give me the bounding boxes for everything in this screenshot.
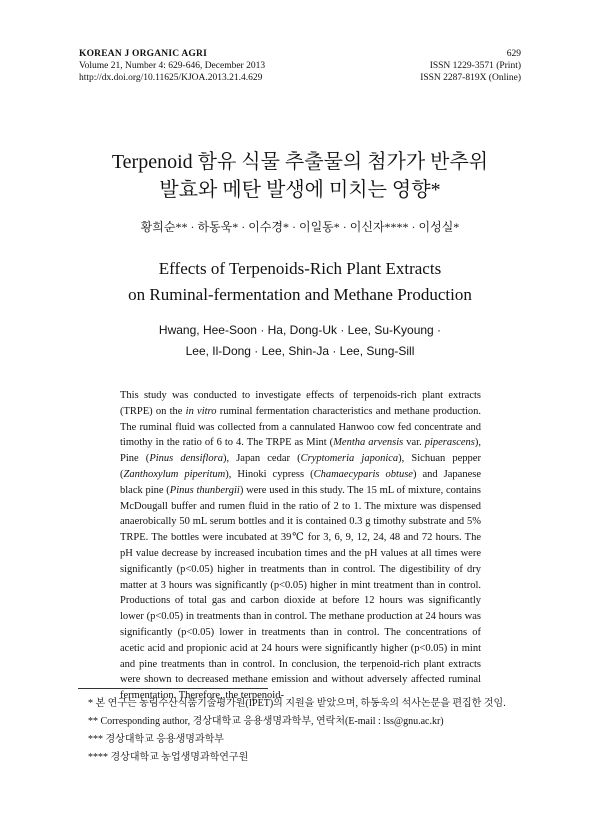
korean-title-line-1: Terpenoid 함유 식물 추출물의 첨가가 반추위 <box>111 151 489 173</box>
english-authors <box>0 320 600 362</box>
abstract-text: ), Japan cedar ( <box>222 453 301 465</box>
species-name: Cryptomeria japonica <box>300 453 399 465</box>
header-row-2 <box>79 60 521 72</box>
species-name: Zanthoxylum piperitum <box>123 468 226 480</box>
footnote-funding: * 본 연구는 농림수산식품기술평가원(IPET)의 지원을 받았으며, 하동욱의 석사논문을 편집한 것임. <box>88 698 506 709</box>
species-name: Pinus thunbergii <box>169 484 240 496</box>
header-row-1 <box>79 48 521 60</box>
footnote-corresponding-author: ** Corresponding author, 경상대학교 응용생명과학부, 연락처(E-mail : lss@gnu.ac.kr) <box>88 716 444 727</box>
abstract-text: ), Pine ( <box>120 437 482 465</box>
header-row-3 <box>79 72 521 84</box>
abstract-text: ), Hinoki cypress ( <box>225 468 314 480</box>
korean-authors: 황희순** · 하동욱* · 이수경* · 이일동* · 이신자**** · 이성실* <box>140 220 460 234</box>
species-name: Mentha arvensis <box>333 437 404 449</box>
english-title-line-1: Effects of Terpenoids-Rich Plant Extracts <box>158 259 442 278</box>
journal-name: KOREAN J ORGANIC AGRI <box>79 49 207 59</box>
abstract-text: ) were used in this study. The 15 mL of mixture, contains McDougall buffer and rumen fluid in the ratio of 2 to 1. The mixture was dispensed anaerobically 50 mL serum bottles and it is contained 0.3 g timothy substrate and 5% TRPE. The bottles were incubated at 39℃ for 3, 6, 9, 12, 24, 48 and 72 hours. The pH value decrease by increased incubation times and the pH values at all times were significantly (p<0.05) higher in treatments than in control. The digestibility of dry matter at 3 hours was significantly (p<0.05) higher in mint treatment than in control. Productions of total gas and carbon dioxide at before 12 hours was significantly lower (p<0.05) in treatments than in control. The methane production at 24 hours was significantly (p<0.05) lower in treatments than in control. The concentrations of acetic acid and propionic acid at 24 hours were significantly higher (p<0.05) in mint and pine treatments than in control. In conclusion, the terpenoid-rich plant extracts were shown to decreased methane emission and without adversely affected ruminal fermentation. Therefore, the terpenoid- <box>120 484 482 702</box>
abstract-text: var. <box>403 437 425 449</box>
english-authors-line-2: Lee, Il-Dong · Lee, Shin-Ja · Lee, Sung-Sill <box>185 344 415 358</box>
abstract-text: This study was conducted to investigate effects of terpenoids-rich plant extracts (TRPE) on the <box>120 390 481 417</box>
issn-print: ISSN 1229-3571 (Print) <box>429 61 521 71</box>
doi-link[interactable]: http://dx.doi.org/10.11625/KJOA.2013.21.4.629 <box>79 73 263 83</box>
species-name: Chamaecyparis obtuse <box>313 468 413 480</box>
english-title <box>0 256 600 308</box>
footnote-affiliation: **** 경상대학교 농업생명과학연구원 <box>88 752 249 763</box>
korean-title <box>0 148 600 204</box>
english-authors-line-1: Hwang, Hee-Soon · Ha, Dong-Uk · Lee, Su-Kyoung · <box>158 323 442 337</box>
page-header <box>79 48 521 84</box>
page-number: 629 <box>506 49 521 59</box>
issn-online: ISSN 2287-819X (Online) <box>420 73 521 83</box>
footnote-affiliation: *** 경상대학교 응용생명과학부 <box>88 734 224 745</box>
abstract-text: ) and Japanese black pine ( <box>120 468 481 496</box>
abstract-italic: in vitro <box>185 405 217 417</box>
species-name: piperascens <box>424 437 475 449</box>
english-title-line-2: on Ruminal-fermentation and Methane Production <box>128 285 472 304</box>
footnotes <box>88 695 528 767</box>
volume-info: Volume 21, Number 4: 629-646, December 2013 <box>79 61 266 71</box>
abstract <box>120 388 481 704</box>
abstract-text: ), Sichuan pepper ( <box>120 453 481 480</box>
abstract-text: ruminal fermentation characteristics and methane production. The ruminal fluid was collected from a cannulated Hanwoo cow fed concentrate and timothy in the ratio of 6 to 4. The TRPE as Mint ( <box>120 405 481 449</box>
species-name: Pinus densiflora <box>149 453 223 465</box>
korean-title-line-2: 발효와 메탄 발생에 미치는 영향* <box>159 179 441 201</box>
footnote-divider <box>78 688 268 689</box>
